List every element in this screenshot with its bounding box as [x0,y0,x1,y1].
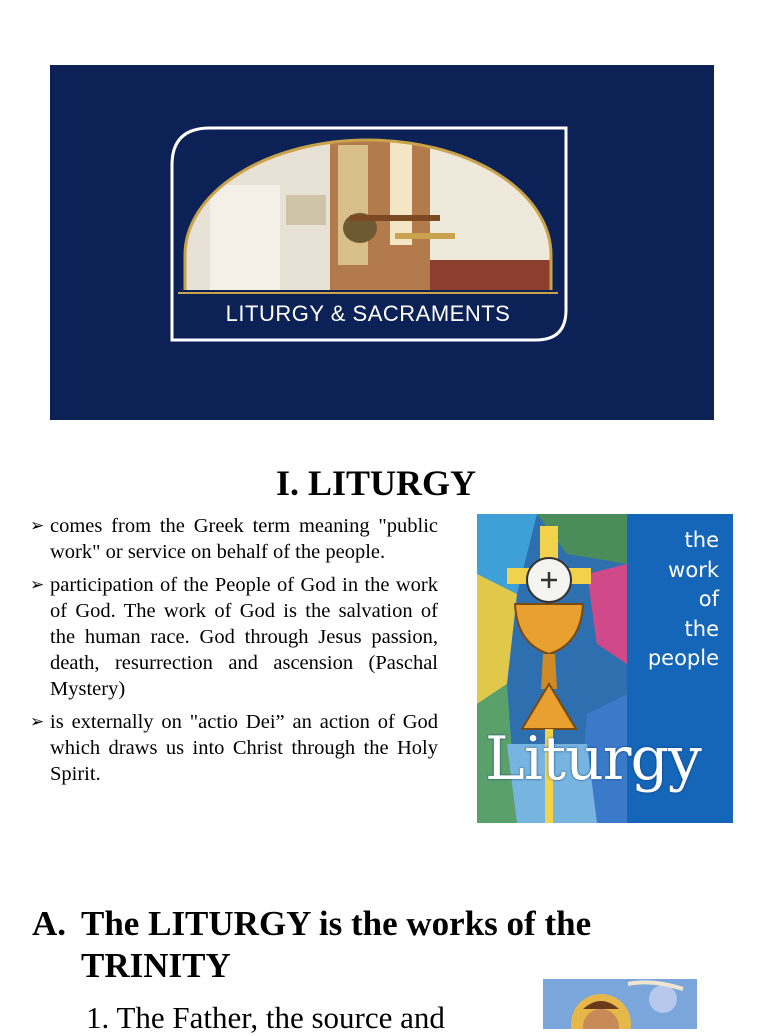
subsection-heading [32,903,722,987]
liturgy-sacraments-logo [50,65,714,420]
banner-image [50,65,714,420]
arrow-bullet-icon: ➢ [30,712,45,731]
subsection-line1: The LITURGY is the works of the [81,904,592,943]
bullet-item [30,709,438,787]
bullet-text: is externally on "actio Dei” an action of God which draws us into Christ through the Holy Spirit. [50,711,438,785]
liturgy-word: Liturgy [485,724,701,794]
subsection-label: A. [32,904,67,943]
liturgy-stained-glass-image [477,514,733,823]
arrow-bullet-icon: ➢ [30,575,45,594]
section-title: I. LITURGY [275,463,477,503]
bullet-text: comes from the Greek term meaning "public work" or service on behalf of the people. [50,515,438,563]
arrow-bullet-icon: ➢ [30,516,45,535]
bullet-item [30,513,438,565]
jesus-icon-image [543,979,697,1029]
bullet-list [30,513,438,794]
bullet-text: participation of the People of God in the work of God. The work of God is the salvation of the human race. God through Jesus passion, death, resurrection and ascension (Paschal Mystery) [50,574,438,700]
the-work-of-the-people-text: the work of the people [647,528,719,670]
logo-text: LITURGY & SACRAMENTS [225,301,511,326]
subsection-line2: TRINITY [81,946,231,985]
bullet-item [30,572,438,702]
list-item-1: 1. The Father, the source and [86,1000,445,1035]
